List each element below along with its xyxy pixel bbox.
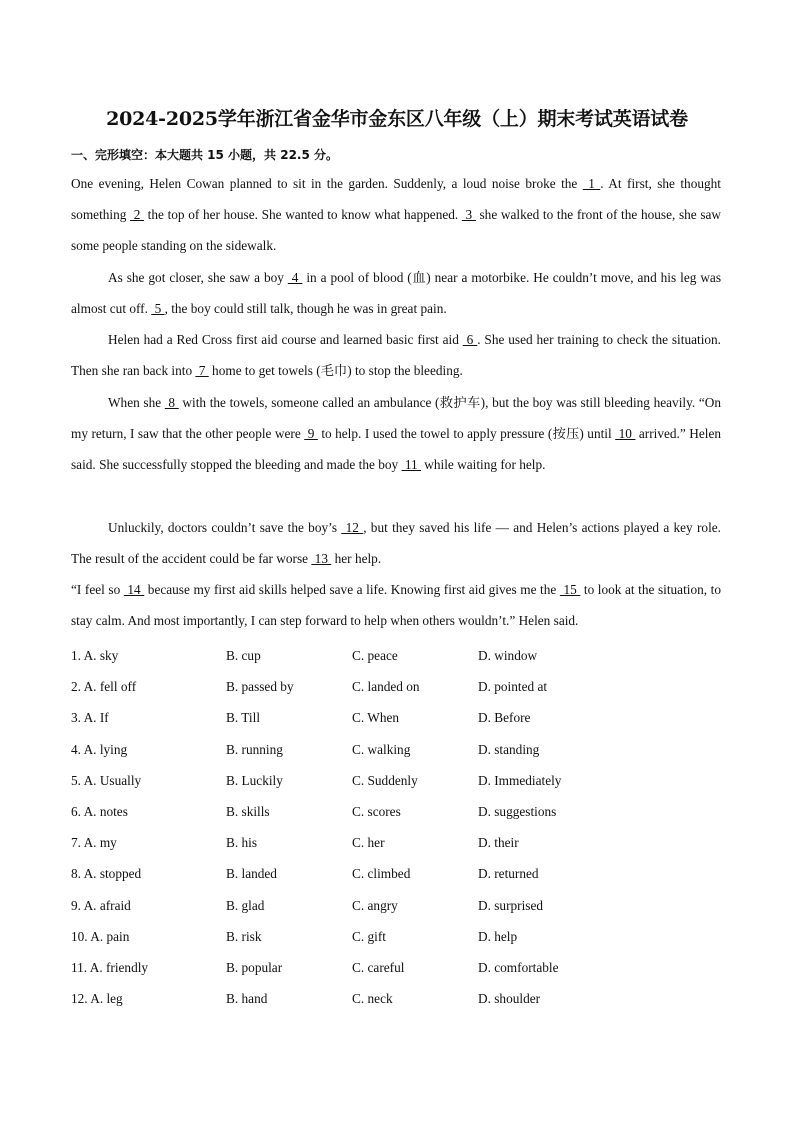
question-row (71, 640, 721, 671)
option-a: 7. A. my (71, 835, 117, 851)
option-a: 9. A. afraid (71, 897, 131, 913)
question-row (71, 734, 721, 765)
option-b: B. risk (226, 928, 262, 944)
option-b: B. hand (226, 991, 268, 1007)
option-c: C. neck (352, 991, 393, 1007)
option-c: C. gift (352, 928, 386, 944)
option-b: B. glad (226, 897, 265, 913)
blank-3: 3 (461, 207, 476, 223)
passage-paragraph-2 (71, 262, 721, 324)
option-c: C. When (352, 710, 400, 726)
passage-text: while waiting for help. (420, 457, 546, 473)
blank-15: 15 (559, 582, 581, 597)
option-a: 1. A. sky (71, 648, 119, 663)
passage-text: One evening, Helen Cowan planned to sit in the garden. Suddenly, a loud noise broke the (71, 176, 583, 191)
option-b: B. passed by (226, 679, 294, 695)
section-heading: 一、完形填空：本大题共 15 小题，共 22.5 分。 (71, 148, 339, 162)
option-c: C. her (352, 835, 385, 851)
passage-text: she walked to the front of the house, she saw some people standing on the sidewalk. (71, 207, 722, 254)
blank-12: 12 (341, 520, 364, 535)
question-row (71, 858, 721, 889)
option-a: 8. A. stopped (71, 866, 142, 882)
option-a: 3. A. If (71, 710, 109, 726)
option-c: C. peace (352, 648, 398, 663)
option-b: B. skills (226, 803, 270, 819)
option-c: C. landed on (352, 679, 420, 695)
option-a: 11. A. friendly (71, 959, 149, 975)
blank-2: 2 (130, 207, 145, 223)
option-c: C. climbed (352, 866, 411, 882)
question-row (71, 765, 721, 796)
option-d: D. surprised (478, 897, 543, 913)
passage-text: the top of her house. She wanted to know what happened. (144, 207, 462, 223)
passage-text: , the boy could still talk, though he was in great pain. (164, 301, 447, 317)
option-d: D. shoulder (478, 991, 541, 1007)
option-d: D. standing (478, 741, 540, 757)
blank-6: 6 (462, 332, 478, 347)
blank-8: 8 (164, 395, 179, 410)
passage-text: Unluckily, doctors couldn’t save the boy’s (108, 520, 342, 535)
passage-paragraph-5 (71, 512, 721, 574)
option-a: 4. A. lying (71, 741, 128, 757)
page-title: 2024-2025学年浙江省金华市金东区八年级（上）期末考试英语试卷 (106, 108, 688, 130)
option-d: D. help (478, 928, 518, 944)
passage-text: home to get towels (毛巾) to stop the bleeding. (208, 363, 463, 379)
passage-text: As she got closer, she saw a boy (108, 270, 288, 285)
option-c: C. Suddenly (352, 772, 418, 788)
question-row (71, 921, 721, 952)
passage-text: When she (108, 395, 165, 410)
option-d: D. returned (478, 866, 539, 882)
option-b: B. popular (226, 959, 283, 975)
passage-paragraph-4 (71, 387, 721, 481)
option-d: D. suggestions (478, 803, 557, 819)
passage-text: Helen had a Red Cross first aid course and learned basic first aid (108, 332, 463, 347)
question-row (71, 671, 721, 702)
passage-text: to look at the situation, to stay calm. And most importantly, I can step forward to help when others wouldn’t.” Helen said. (71, 582, 722, 629)
option-a: 12. A. leg (71, 991, 123, 1007)
passage-paragraph-6 (71, 574, 721, 636)
passage-text: with the towels, someone called an ambulance (救护车), but the boy was still bleeding heavily. “On my return, I saw that the other people were (71, 395, 722, 442)
question-options-list (71, 640, 721, 1014)
question-row (71, 952, 721, 983)
passage-paragraph-3 (71, 324, 721, 386)
blank-4: 4 (287, 270, 303, 285)
question-row (71, 983, 721, 1014)
option-d: D. Immediately (478, 772, 562, 788)
option-b: B. Till (226, 710, 261, 726)
passage-text: . At first, she thought something (71, 176, 721, 223)
question-row (71, 796, 721, 827)
option-c: C. careful (352, 959, 405, 975)
passage-text: because my first aid skills helped save a life. Knowing first aid gives me the (144, 582, 560, 597)
option-a: 2. A. fell off (71, 679, 137, 695)
option-b: B. cup (226, 648, 261, 663)
option-b: B. his (226, 835, 258, 851)
passage-paragraph-1 (71, 168, 721, 262)
option-d: D. comfortable (478, 959, 559, 975)
passage-text: “I feel so (71, 582, 124, 597)
passage-text: her help. (331, 551, 382, 567)
passage-text: in a pool of blood (血) near a motorbike. He couldn’t move, and his leg was almost cut off. (71, 270, 721, 317)
option-a: 5. A. Usually (71, 772, 142, 788)
blank-11: 11 (401, 457, 421, 473)
option-c: C. angry (352, 897, 398, 913)
option-d: D. window (478, 648, 538, 663)
question-row (71, 890, 721, 921)
passage-text: arrived.” Helen said. She successfully stopped the bleeding and made the boy (71, 426, 721, 473)
blank-7: 7 (195, 363, 209, 379)
blank-10: 10 (615, 426, 636, 442)
blank-9: 9 (304, 426, 318, 442)
passage-text: to help. I used the towel to apply pressure (按压) until (317, 426, 616, 442)
question-row (71, 827, 721, 858)
blank-13: 13 (311, 551, 332, 567)
blank-14: 14 (123, 582, 145, 597)
option-b: B. landed (226, 866, 277, 882)
blank-5: 5 (151, 301, 165, 317)
option-d: D. pointed at (478, 679, 548, 695)
blank-1: 1 (582, 176, 601, 191)
question-row (71, 702, 721, 733)
option-b: B. running (226, 741, 283, 757)
option-d: D. their (478, 835, 519, 851)
passage-text: . She used her training to check the situation. Then she ran back into (71, 332, 722, 379)
option-b: B. Luckily (226, 772, 283, 788)
option-a: 10. A. pain (71, 928, 130, 944)
option-c: C. walking (352, 741, 411, 757)
passage-text: , but they saved his life — and Helen’s actions played a key role. The result of the accident could be far worse (71, 520, 721, 567)
option-c: C. scores (352, 803, 401, 819)
option-a: 6. A. notes (71, 803, 128, 819)
option-d: D. Before (478, 710, 531, 726)
